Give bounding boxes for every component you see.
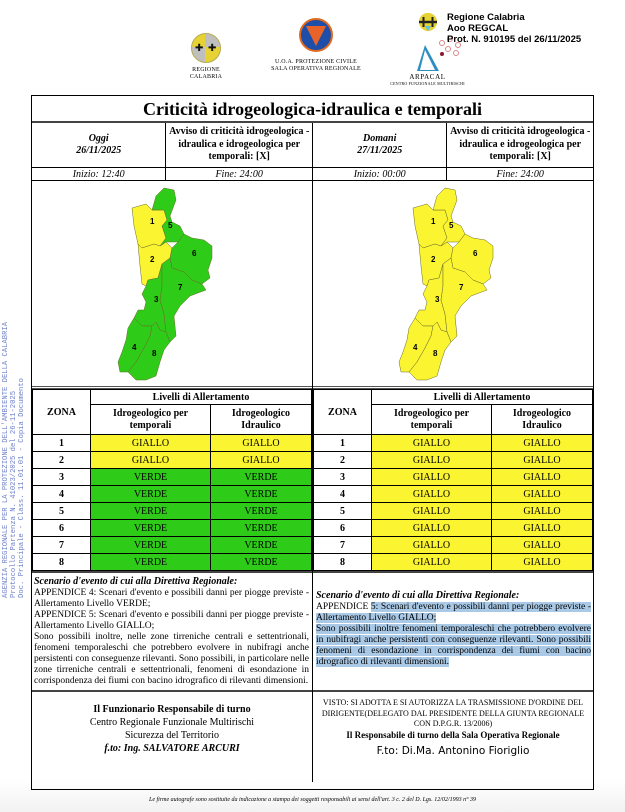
- temporali-level: VERDE: [91, 486, 211, 503]
- zone-number: 1: [33, 435, 91, 452]
- tomorrow-label: Domani: [363, 133, 397, 144]
- map-zone-label: 5: [449, 221, 454, 230]
- left-sign-name: f.to: Ing. SALVATORE ARCURI: [104, 743, 240, 754]
- zone-number: 1: [314, 435, 372, 452]
- protezione-civile-line2: SALA OPERATIVA REGIONALE: [271, 66, 361, 72]
- footer-note: Le firme autografe sono sostituite da indicazione a stampa dei soggetti responsabili ai sensi dell'art. 3 c. 2 del D. Lgs. 12/02/1993 n° 39: [149, 797, 476, 803]
- zone-number: 7: [314, 537, 372, 554]
- zone-row: [314, 486, 593, 503]
- arpacal-subtitle: CENTRO FUNZIONALE MULTIRISCHI: [390, 81, 465, 86]
- zone-row: [314, 435, 593, 452]
- idraulico-level: GIALLO: [491, 503, 592, 520]
- today-scenario-p2: APPENDICE 5: Scenari d'evento e possibili danni per piogge previste - Allertamento Livello GIALLO;: [34, 610, 309, 631]
- idraulico-level: GIALLO: [491, 537, 592, 554]
- temporali-level: GIALLO: [372, 554, 492, 571]
- zone-row: [33, 452, 312, 469]
- left-sign-role: Il Funzionario Responsabile di turno: [93, 704, 251, 715]
- idraulico-level: VERDE: [210, 537, 311, 554]
- protocol-line3: Prot. N. 910195 del 26/11/2025: [447, 34, 582, 45]
- side-stamp-line3: Doc. Principale - Class. 11.01.01 - Copia Documento: [18, 378, 27, 598]
- bulletin-frame: [31, 95, 594, 790]
- temporali-level: GIALLO: [372, 503, 492, 520]
- tomorrow-scenario-p2: Sono possibili inoltre fenomeni temporaleschi che potrebbero evolvere in nubifragi anche persistenti con conseguenze rilevanti. Sono possibili fenomeni di esondazione in corrispondenza dei fiumi con bacino idrografico di rilevanti dimensioni.: [316, 624, 591, 667]
- idraulico-level: VERDE: [210, 503, 311, 520]
- idraulico-header: Idrogeologico Idraulico: [210, 405, 311, 435]
- idraulico-level: GIALLO: [491, 520, 592, 537]
- temporali-level: GIALLO: [372, 452, 492, 469]
- zone-row: [33, 503, 312, 520]
- protocol-line2: Aoo REGCAL: [447, 23, 509, 34]
- right-signature: [313, 690, 593, 782]
- map-zone-label: 6: [192, 249, 197, 258]
- today-day-header: [32, 123, 166, 167]
- zona-header: ZONA: [33, 390, 91, 435]
- left-sign-dept: Sicurezza del Territorio: [124, 730, 220, 741]
- idraulico-level: GIALLO: [491, 435, 592, 452]
- tomorrow-map: [313, 181, 593, 389]
- temporali-level: VERDE: [91, 503, 211, 520]
- side-stamp-line2: Protocollo Partenza N. 41023/2025 del 26-11-2025: [10, 390, 19, 598]
- protezione-civile-seal-icon: [299, 18, 333, 52]
- tomorrow-inizio: Inizio: 00:00: [313, 168, 447, 180]
- idraulico-level: VERDE: [210, 469, 311, 486]
- today-scenario-p1: APPENDICE 4: Scenari d'evento e possibili danni per piogge previste - Allertamento Livello VERDE;: [34, 588, 309, 609]
- zone-number: 4: [314, 486, 372, 503]
- today-calabria-map: [112, 186, 262, 386]
- protocol-line1: Regione Calabria: [447, 12, 525, 23]
- map-zone-label: 2: [431, 255, 436, 264]
- zone-row: [314, 469, 593, 486]
- today-map: [32, 181, 312, 389]
- side-protocol-stamp: [2, 238, 27, 598]
- zone-number: 4: [33, 486, 91, 503]
- left-sign-office: Centro Regionale Funzionale Multirischi: [89, 717, 255, 728]
- map-zone-label: 3: [154, 295, 159, 304]
- zone-number: 8: [33, 554, 91, 571]
- zona-header: ZONA: [314, 390, 372, 435]
- temporali-level: VERDE: [91, 520, 211, 537]
- temporali-header: Idrogeologico per temporali: [372, 405, 492, 435]
- zone-row: [314, 452, 593, 469]
- today-scenario-title: Scenario d'evento di cui alla Direttiva Regionale:: [34, 576, 238, 587]
- tomorrow-scenario-title: Scenario d'evento di cui alla Direttiva Regionale:: [316, 590, 520, 601]
- idraulico-level: GIALLO: [210, 452, 311, 469]
- temporali-level: VERDE: [91, 554, 211, 571]
- zone-row: [314, 520, 593, 537]
- map-zone-label: 1: [150, 217, 155, 226]
- protezione-civile-logo: [268, 18, 364, 73]
- today-avviso: Avviso di criticità idrogeologica - idraulica e idrogeologica per temporali: [X]: [169, 126, 310, 162]
- map-zone-label: 2: [150, 255, 155, 264]
- livelli-header: Livelli di Allertamento: [91, 390, 312, 405]
- zone-number: 3: [314, 469, 372, 486]
- zone-row: [33, 537, 312, 554]
- zone-number: 7: [33, 537, 91, 554]
- temporali-level: GIALLO: [372, 469, 492, 486]
- bulletin-title: Criticità idrogeologica-idraulica e temporali: [32, 96, 593, 123]
- zone-number: 3: [33, 469, 91, 486]
- temporali-level: GIALLO: [372, 537, 492, 554]
- today-label: Oggi: [88, 133, 109, 144]
- tomorrow-scenario-p1-prefix: APPENDICE: [316, 602, 371, 612]
- map-zone-label: 7: [459, 283, 464, 292]
- zone-row: [33, 469, 312, 486]
- regione-calabria-logo: [176, 33, 236, 81]
- tomorrow-fine: Fine: 24:00: [496, 169, 544, 180]
- temporali-level: VERDE: [91, 537, 211, 554]
- idraulico-level: VERDE: [210, 554, 311, 571]
- right-sign-name: F.to: Di.Ma. Antonino Fioriglio: [376, 745, 530, 757]
- zone-number: 5: [314, 503, 372, 520]
- idraulico-level: GIALLO: [491, 469, 592, 486]
- temporali-level: GIALLO: [91, 435, 211, 452]
- zone-number: 5: [33, 503, 91, 520]
- idraulico-level: VERDE: [210, 486, 311, 503]
- map-zone-label: 8: [433, 349, 438, 358]
- zone-number: 8: [314, 554, 372, 571]
- tomorrow-day-header: [313, 123, 447, 167]
- today-date: 26/11/2025: [76, 145, 122, 156]
- map-zone-label: 3: [435, 295, 440, 304]
- zone-row: [33, 486, 312, 503]
- protocol-seal-icon: [418, 12, 438, 32]
- tomorrow-alert-table: [313, 389, 593, 571]
- idraulico-level: GIALLO: [491, 486, 592, 503]
- today-inizio: Inizio: 12:40: [32, 168, 166, 180]
- zone-row: [33, 435, 312, 452]
- zone-row: [314, 537, 593, 554]
- tomorrow-avviso: Avviso di criticità idrogeologica - idraulica e idrogeologica per temporali: [X]: [450, 126, 591, 162]
- today-alert-table: [32, 389, 312, 571]
- map-zone-label: 5: [168, 221, 173, 230]
- arpacal-name: ARPACAL: [409, 73, 446, 81]
- livelli-header: Livelli di Allertamento: [372, 390, 593, 405]
- temporali-header: Idrogeologico per temporali: [91, 405, 211, 435]
- side-stamp-line1: AGENZIA REGIONALE PER LA PROTEZIONE DELL'AMBIENTE DELLA CALABRIA: [2, 321, 10, 598]
- zone-number: 2: [314, 452, 372, 469]
- today-scenario: [32, 571, 312, 690]
- map-zone-label: 1: [431, 217, 436, 226]
- idraulico-level: GIALLO: [210, 435, 311, 452]
- map-zone-label: 8: [152, 349, 157, 358]
- temporali-level: GIALLO: [91, 452, 211, 469]
- tomorrow-column: [313, 123, 593, 782]
- zone-number: 6: [314, 520, 372, 537]
- protezione-civile-line1: U.O.A. PROTEZIONE CIVILE: [275, 59, 357, 65]
- tomorrow-date: 27/11/2025: [357, 145, 403, 156]
- today-fine: Fine: 24:00: [215, 169, 263, 180]
- tomorrow-scenario-p1: 5: Scenari d'evento e possibili danni per piogge previste - Allertamento Livello GIALLO;: [316, 602, 591, 623]
- today-scenario-p3: Sono possibili inoltre, nelle zone tirreniche centrali e settentrionali, fenomeni temporaleschi che potrebbero evolvere in nubifragi anche persistenti con conseguenze rilevanti. Sono possibili, in particolare nelle zone tirreniche centrali e settentrionali, fenomeni di esondazione in corrispondenza dei fiumi con bacino idrografico di rilevanti dimensioni.: [34, 632, 309, 686]
- idraulico-level: GIALLO: [491, 554, 592, 571]
- temporali-level: GIALLO: [372, 520, 492, 537]
- zone-number: 6: [33, 520, 91, 537]
- calabria-seal-icon: ✚ ✚: [191, 33, 221, 63]
- right-sign-visto: VISTO: SI ADOTTA E SI AUTORIZZA LA TRASMISSIONE D'ORDINE DEL DIRIGENTE(DELEGATO DAL PRESIDENTE DELLA GIUNTA REGIONALE CON D.P.G.R. 13/2006): [321, 698, 585, 728]
- right-sign-role: Il Responsabile di turno della Sala Operativa Regionale: [346, 729, 560, 740]
- idraulico-level: GIALLO: [491, 452, 592, 469]
- zone-row: [33, 520, 312, 537]
- tomorrow-calabria-map: [393, 186, 543, 386]
- left-signature: [32, 690, 312, 782]
- protocol-block: [447, 12, 581, 45]
- zone-row: [314, 554, 593, 571]
- map-zone-label: 4: [132, 343, 137, 352]
- map-zone-label: 7: [178, 283, 183, 292]
- temporali-level: GIALLO: [372, 486, 492, 503]
- regione-calabria-label: REGIONE CALABRIA: [189, 67, 223, 80]
- tomorrow-scenario: [313, 571, 593, 690]
- zone-number: 2: [33, 452, 91, 469]
- zone-row: [33, 554, 312, 571]
- idraulico-level: VERDE: [210, 520, 311, 537]
- map-zone-label: 4: [413, 343, 418, 352]
- temporali-level: GIALLO: [372, 435, 492, 452]
- today-column: [32, 123, 313, 782]
- idraulico-header: Idrogeologico Idraulico: [491, 405, 592, 435]
- temporali-level: VERDE: [91, 469, 211, 486]
- map-zone-label: 6: [473, 249, 478, 258]
- zone-row: [314, 503, 593, 520]
